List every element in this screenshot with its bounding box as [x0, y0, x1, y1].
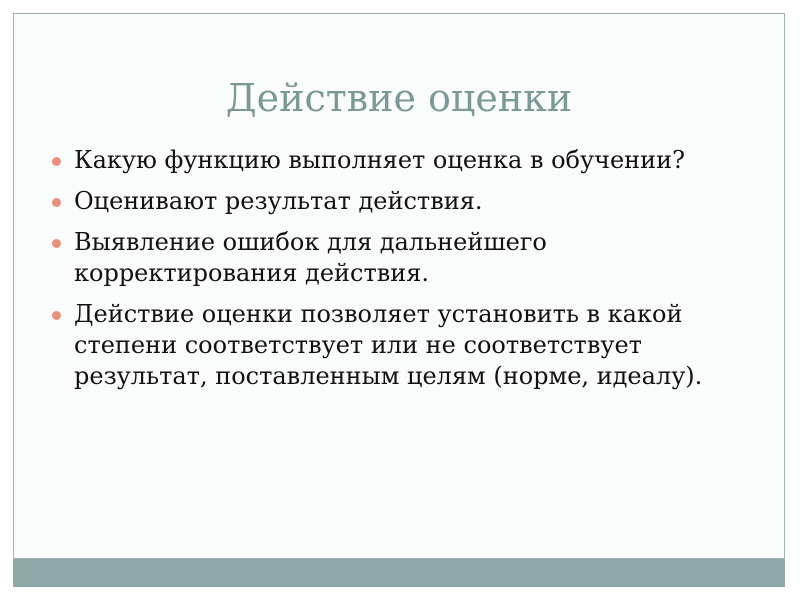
bullet-item — [52, 299, 772, 392]
slide-panel — [13, 13, 785, 559]
bullet-marker-icon — [52, 239, 61, 248]
footer-band — [13, 559, 785, 587]
bullet-marker-icon — [52, 198, 61, 207]
bullet-list — [52, 145, 772, 402]
bullet-text: Действие оценки позволяет установить в какой степени соответствует или не соответствует результат, поставленным целям (норме, идеалу). — [74, 300, 703, 390]
bullet-item — [52, 186, 772, 217]
bullet-text: Выявление ошибок для дальнейшего корректирования действия. — [74, 228, 547, 287]
bullet-marker-icon — [52, 157, 61, 166]
bullet-text: Какую функцию выполняет оценка в обучении? — [74, 146, 686, 174]
bullet-text: Оценивают результат действия. — [74, 187, 483, 215]
slide-title: Действие оценки — [225, 76, 573, 120]
bullet-item — [52, 145, 772, 176]
bullet-marker-icon — [52, 311, 61, 320]
bullet-item — [52, 227, 772, 289]
